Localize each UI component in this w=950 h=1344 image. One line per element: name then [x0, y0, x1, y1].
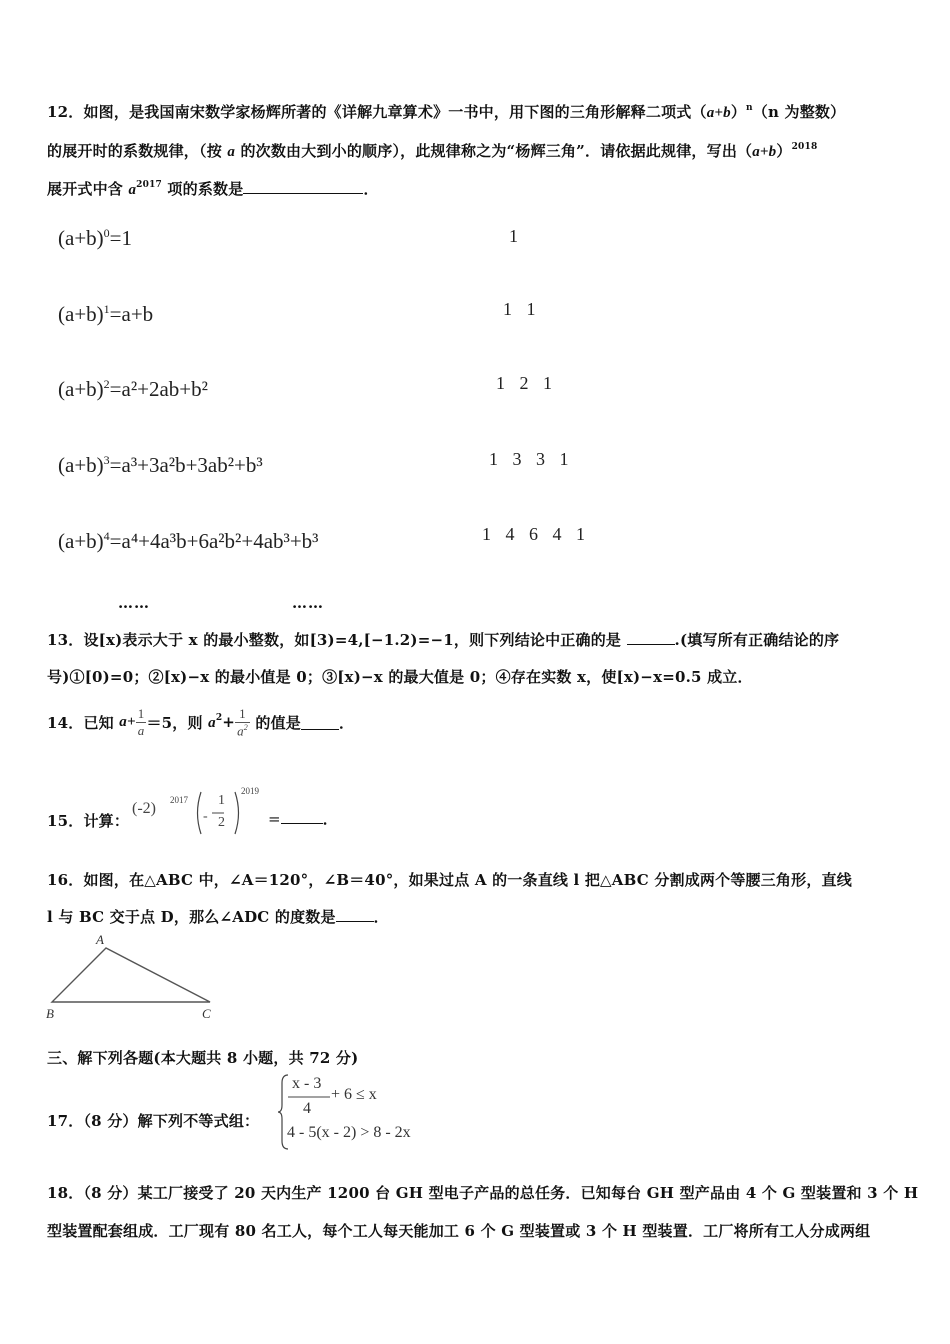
triangle-abc-figure [40, 930, 230, 1025]
coef-row-4: 1 4 6 4 1 [482, 524, 590, 544]
expansion-row-3: $(a+b)^3=a^3+3a^2b+3ab^2+b^3$ [58, 453, 263, 477]
q12-line2: 的展开时的系数规律，（按 a 的次数由大到小的顺序），此规律称之为“杨辉三角”．请依据此规律，写出$(a+b)^{2018}$ [47, 142, 818, 160]
ellipsis-right: …… [292, 594, 324, 612]
answer-blank [336, 907, 374, 922]
expansion-row-2: $(a+b)^2=a^2+2ab+b^2$ [58, 377, 208, 401]
expansion-row-1: $(a+b)^1=a+b$ [58, 302, 154, 326]
answer-blank [301, 715, 339, 730]
q13-line1: 13．设[x)表示大于 x 的最小整数，如[3)=4,[−1.2)=−1，则下列结论中正确的是 .(填写所有正确结论的序 [47, 631, 840, 649]
q15-base: (-2) [132, 800, 156, 817]
q12-line1: 12．如图，是我国南宋数学家杨辉所著的《详解九章算术》一书中，用下图的三角形解释二项式$(a+b)^n(n$ 为整数） [47, 103, 846, 121]
ineq1-denominator: 4 [303, 1100, 311, 1117]
q15-equals: = ． [268, 810, 338, 828]
coef-row-1: 1 1 [503, 299, 541, 319]
q15-minus: - [203, 809, 208, 824]
answer-blank [281, 809, 323, 824]
fraction-1-over-a2: $\frac{1}{a^2}$ [237, 706, 248, 739]
q17-label: 17．（8 分）解下列不等式组： [47, 1112, 260, 1130]
vertex-b-label: B [46, 1006, 54, 1021]
ineq1-rest: + 6 ≤ x [331, 1086, 377, 1103]
ineq1-fraction-bar [288, 1095, 332, 1099]
expansion-row-0: $(a+b)^0=1$ [58, 226, 132, 250]
answer-blank [243, 179, 363, 194]
vertex-a-label: A [96, 932, 104, 947]
ellipsis-left: …… [118, 594, 150, 612]
q18-line2: 型装置配套组成．工厂现有 80 名工人，每个工人每天能加工 6 个 G 型装置或 3 个 H 型装置．工厂将所有工人分成两组 [47, 1222, 871, 1240]
vertex-c-label: C [202, 1006, 211, 1021]
q15-frac-num: 1 [218, 793, 225, 808]
fraction-1-over-a: $\frac{1}{a}$ [137, 706, 145, 739]
coef-row-2: 1 2 1 [496, 373, 557, 393]
triangle-abc [52, 948, 210, 1002]
q15-exp2: 2019 [241, 786, 259, 796]
ineq2: 4 - 5(x - 2) > 8 - 2x [287, 1124, 411, 1141]
expansion-row-4: $(a+b)^4=a^4+4a^3b+6a^2b^2+4ab^3+b^3$ [58, 529, 319, 553]
q14: 14．已知 a+ $\frac{1}{a}$ ＝5，则 $a^2+$ $\frac{1}{a^2}$ 的值是 ． [47, 706, 355, 739]
q16-line2: l 与 BC 交于点 D，那么∠ADC 的度数是 ． [47, 908, 389, 926]
q16-line1: 16．如图，在△ABC 中，∠A＝120°，∠B＝40°，如果过点 A 的一条直线 l 把△ABC 分割成两个等腰三角形，直线 [47, 871, 852, 889]
q13-line2: 号)①[0)=0；②[x)−x 的最小值是 0；③[x)−x 的最大值是 0；④存在实数 x，使[x)−x=0.5 成立． [47, 668, 753, 686]
coef-row-3: 1 3 3 1 [489, 449, 574, 469]
section-3-title: 三、解下列各题(本大题共 8 小题，共 72 分) [47, 1049, 359, 1067]
q15-frac-den: 2 [218, 815, 225, 830]
coef-row-0: 1 [509, 226, 523, 246]
q18-line1: 18．（8 分）某工厂接受了 20 天内生产 1200 台 GH 型电子产品的总任务．已知每台 GH 型产品由 4 个 G 型装置和 3 个 H [47, 1184, 919, 1202]
q12-line3: 展开式中含 $a^{2017}$ 项的系数是 ． [47, 180, 379, 198]
answer-blank [627, 630, 675, 645]
ineq1-numerator: x - 3 [292, 1075, 322, 1092]
q15-label: 15．计算： [47, 812, 130, 830]
q15-exp1: 2017 [170, 795, 188, 805]
